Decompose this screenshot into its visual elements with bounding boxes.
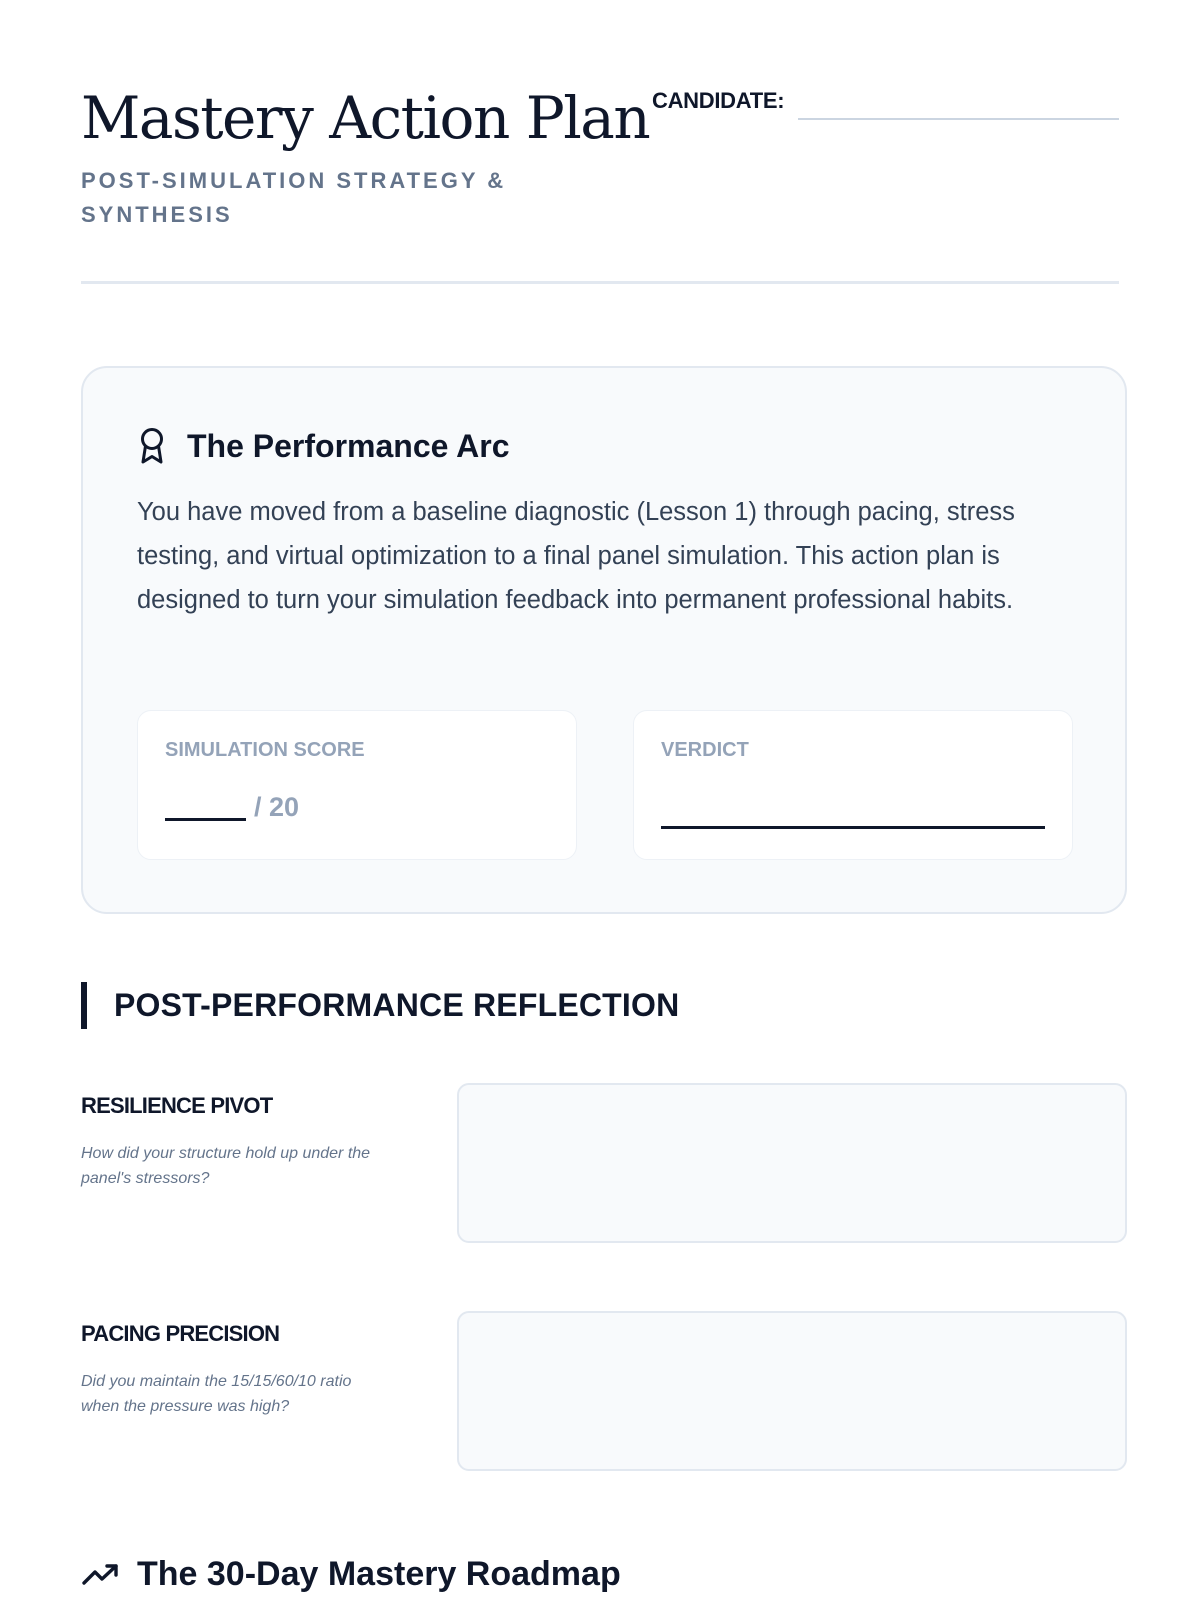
performance-arc-header [137,426,1071,466]
reflection-section-title: POST-PERFORMANCE REFLECTION [114,987,680,1023]
performance-arc-title: The Performance Arc [187,427,510,464]
award-ribbon-icon [137,426,167,466]
reflection-label: RESILIENCE PIVOT [81,1093,273,1118]
verdict-label: VERDICT [661,739,749,761]
trending-up-icon [81,1559,121,1589]
performance-arc-card [81,366,1127,914]
reflection-prompt: Did you maintain the 15/15/60/10 ratio when the pressure was high? [81,1373,352,1415]
resilience-pivot-answer-box[interactable] [457,1083,1127,1243]
page-title: Mastery Action Plan [81,84,650,152]
reflection-prompt: How did your structure hold up under the panel's stressors? [81,1145,371,1187]
page-subtitle: POST-SIMULATION STRATEGY & SYNTHESIS [81,168,507,227]
candidate-field [652,88,1119,114]
page-header [81,0,1119,284]
reflection-section-header [81,982,679,1029]
candidate-input-line[interactable] [798,118,1119,120]
stats-row [137,710,1073,860]
simulation-score-label: SIMULATION SCORE [165,739,365,761]
roadmap-section-header [81,1554,621,1594]
performance-arc-description: You have moved from a baseline diagnostic (Lesson 1) through pacing, stress testing, and virtual optimization to a final panel simulation. This action plan is designed to turn your simulation feedback into permanent professional habits. [137,498,1015,614]
verdict-input-line[interactable] [661,826,1045,829]
score-input-line[interactable] [165,818,246,821]
score-suffix: / 20 [254,792,300,822]
section-accent-bar [81,982,87,1029]
simulation-score-card [137,710,577,860]
pacing-precision-answer-box[interactable] [457,1311,1127,1471]
reflection-label: PACING PRECISION [81,1321,280,1346]
roadmap-title: The 30-Day Mastery Roadmap [137,1554,621,1593]
verdict-card [633,710,1073,860]
simulation-score-field [165,792,549,823]
candidate-label: CANDIDATE: [652,88,785,113]
